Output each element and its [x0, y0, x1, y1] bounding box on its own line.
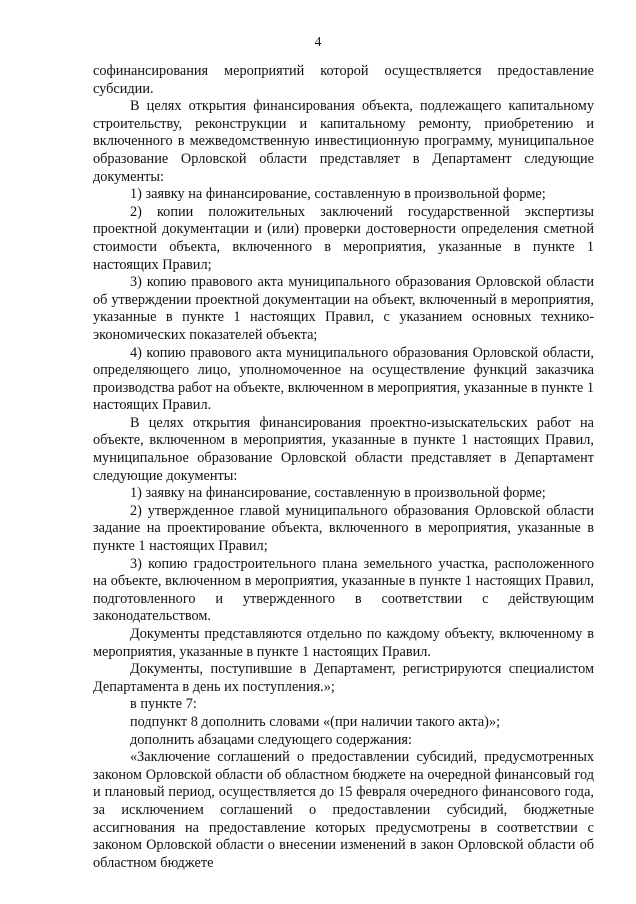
paragraph-agreements-conclusion: «Заключение соглашений о предоставлении субсидий, предусмотренных законом Орловской области об областном бюджете на очередной финансовый год и плановый период, осуществляется до 15 февраля очередного финансового года, за исключением соглашений о предоставлении субсидий, бюджетные ассигнования на предоставление которых предусмотрены в соответствии с законом Орловской области о внесении изменений в закон Орловской области об областном бюджете	[93, 749, 594, 871]
list-item-design-financing-request: 1) заявку на финансирование, составленную в произвольной форме;	[130, 485, 546, 502]
paragraph-documents-registration: Документы, поступившие в Департамент, регистрируются специалистом Департамента в день их поступления.»;	[93, 661, 594, 695]
paragraph-add-paragraphs: дополнить абзацами следующего содержания:	[130, 731, 412, 748]
page-number: 4	[314, 34, 322, 49]
list-item-customer-act-copy: 4) копию правового акта муниципального образования Орловской области, определяющего лицо, уполномоченное на осуществление функций заказчика производства работ на объекте, включенном в мероприятия, указанные в пункте 1 настоящих Правил.	[93, 344, 594, 414]
paragraph-documents-per-object: Документы представляются отдельно по каждому объекту, включенному в мероприятия, указанные в пункте 1 настоящих Правил.	[93, 626, 594, 660]
document-body	[93, 63, 594, 872]
list-item-approval-act-copy: 3) копию правового акта муниципального образования Орловской области об утверждении проектной документации на объект, включенный в мероприятия, указанные в пункте 1 настоящих Правил, с указанием основных технико-экономических показателей объекта;	[93, 274, 594, 343]
paragraph-cofinancing-continuation: софинансирования мероприятий которой осуществляется предоставление субсидии.	[93, 63, 594, 97]
list-item-expertise-copies: 2) копии положительных заключений государственной экспертизы проектной документации и (или) проверки достоверности определения сметной стоимости объекта, включенного в мероприятия, указанные в пункте 1 настоящих Правил;	[93, 203, 594, 273]
list-item-urban-plan-copy: 3) копию градостроительного плана земельного участка, расположенного на объекте, включенном в мероприятия, указанные в пункте 1 настоящих Правил, подготовленного и утвержденного в соответствии с действующим законодательством.	[93, 555, 594, 625]
paragraph-point-seven: в пункте 7:	[130, 696, 197, 713]
paragraph-subpoint-eight: подпункт 8 дополнить словами «(при наличии такого акта)»;	[130, 713, 501, 730]
list-item-financing-request: 1) заявку на финансирование, составленную в произвольной форме;	[130, 186, 546, 203]
paragraph-object-financing-intro: В целях открытия финансирования объекта, подлежащего капитальному строительству, реконструкции и капитальному ремонту, приобретению и включенного в межведомственную инвестиционную программу, муниципальное образование Орловской области представляет в Департамент следующие документы:	[93, 98, 594, 185]
paragraph-design-works-intro: В целях открытия финансирования проектно-изыскательских работ на объекте, включенном в мероприятия, указанные в пункте 1 настоящих Правил, муниципальное образование Орловской области представляет в Департамент следующие документы:	[93, 414, 594, 484]
list-item-design-assignment: 2) утвержденное главой муниципального образования Орловской области задание на проектирование объекта, включенного в мероприятия, указанные в пункте 1 настоящих Правил;	[93, 502, 594, 555]
